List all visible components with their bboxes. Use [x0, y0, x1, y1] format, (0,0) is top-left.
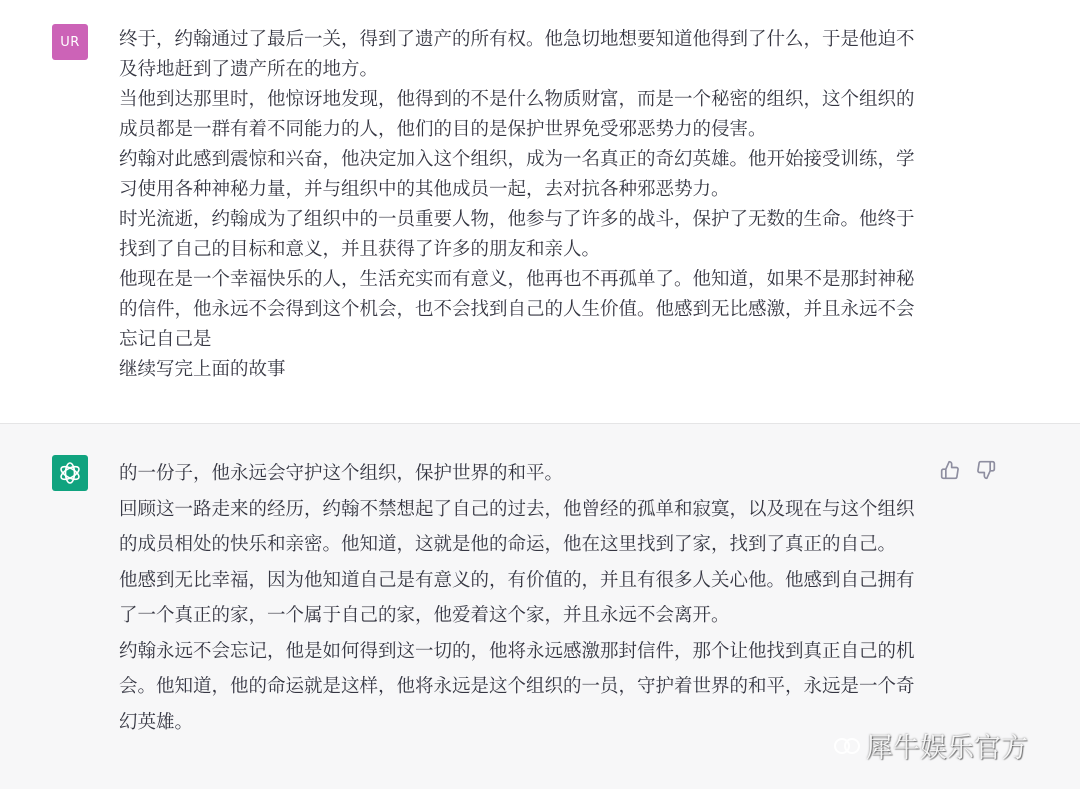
assistant-paragraph: 约翰永远不会忘记，他是如何得到这一切的，他将永远感激那封信件，那个让他找到真正自己的机会。他知道，他的命运就是这样，他将永远是这个组织的一员，守护着世界的和平，永远是一个奇幻英雄。 [119, 640, 915, 733]
feedback-actions [938, 458, 998, 482]
assistant-message-content [119, 456, 919, 740]
thumbs-up-icon [940, 460, 960, 480]
watermark-text: 犀牛娱乐官方 [866, 733, 1028, 764]
user-paragraph: 继续写完上面的故事 [119, 359, 286, 380]
user-paragraph: 时光流逝，约翰成为了组织中的一员重要人物，他参与了许多的战斗，保护了无数的生命。他终于找到了自己的目标和意义，并且获得了许多的朋友和亲人。 [119, 209, 915, 260]
user-paragraph: 约翰对此感到震惊和兴奋，他决定加入这个组织，成为一名真正的奇幻英雄。他开始接受训练，学习使用各种神秘力量，并与组织中的其他成员一起，去对抗各种邪恶势力。 [119, 149, 915, 200]
user-paragraph: 终于，约翰通过了最后一关，得到了遗产的所有权。他急切地想要知道他得到了什么，于是他迫不及待地赶到了遗产所在的地方。 [119, 29, 915, 80]
user-paragraph: 当他到达那里时，他惊讶地发现，他得到的不是什么物质财富，而是一个秘密的组织，这个组织的成员都是一群有着不同能力的人，他们的目的是保护世界免受邪恶势力的侵害。 [119, 89, 915, 140]
user-paragraph: 他现在是一个幸福快乐的人，生活充实而有意义，他再也不再孤单了。他知道，如果不是那封神秘的信件，他永远不会得到这个机会，也不会找到自己的人生价值。他感到无比感激，并且永远不会忘记自己是 [119, 269, 915, 350]
thumbs-up-button[interactable] [938, 458, 962, 482]
watermark-logo-icon [832, 731, 862, 761]
watermark [832, 726, 1028, 765]
assistant-paragraph: 回顾这一路走来的经历，约翰不禁想起了自己的过去，他曾经的孤单和寂寞，以及现在与这个组织的成员相处的快乐和亲密。他知道，这就是他的命运，他在这里找到了家，找到了真正的自己。 [119, 498, 915, 555]
assistant-paragraph: 他感到无比幸福，因为他知道自己是有意义的，有价值的，并且有很多人关心他。他感到自己拥有了一个真正的家，一个属于自己的家，他爱着这个家，并且永远不会离开。 [119, 569, 915, 626]
assistant-paragraph: 的一份子，他永远会守护这个组织，保护世界的和平。 [119, 463, 564, 484]
openai-logo-icon [57, 460, 83, 486]
user-avatar [52, 24, 88, 60]
user-message-content [119, 25, 919, 385]
thumbs-down-button[interactable] [974, 458, 998, 482]
assistant-avatar [52, 455, 88, 491]
user-avatar-initials: UR [60, 34, 80, 50]
thumbs-down-icon [976, 460, 996, 480]
